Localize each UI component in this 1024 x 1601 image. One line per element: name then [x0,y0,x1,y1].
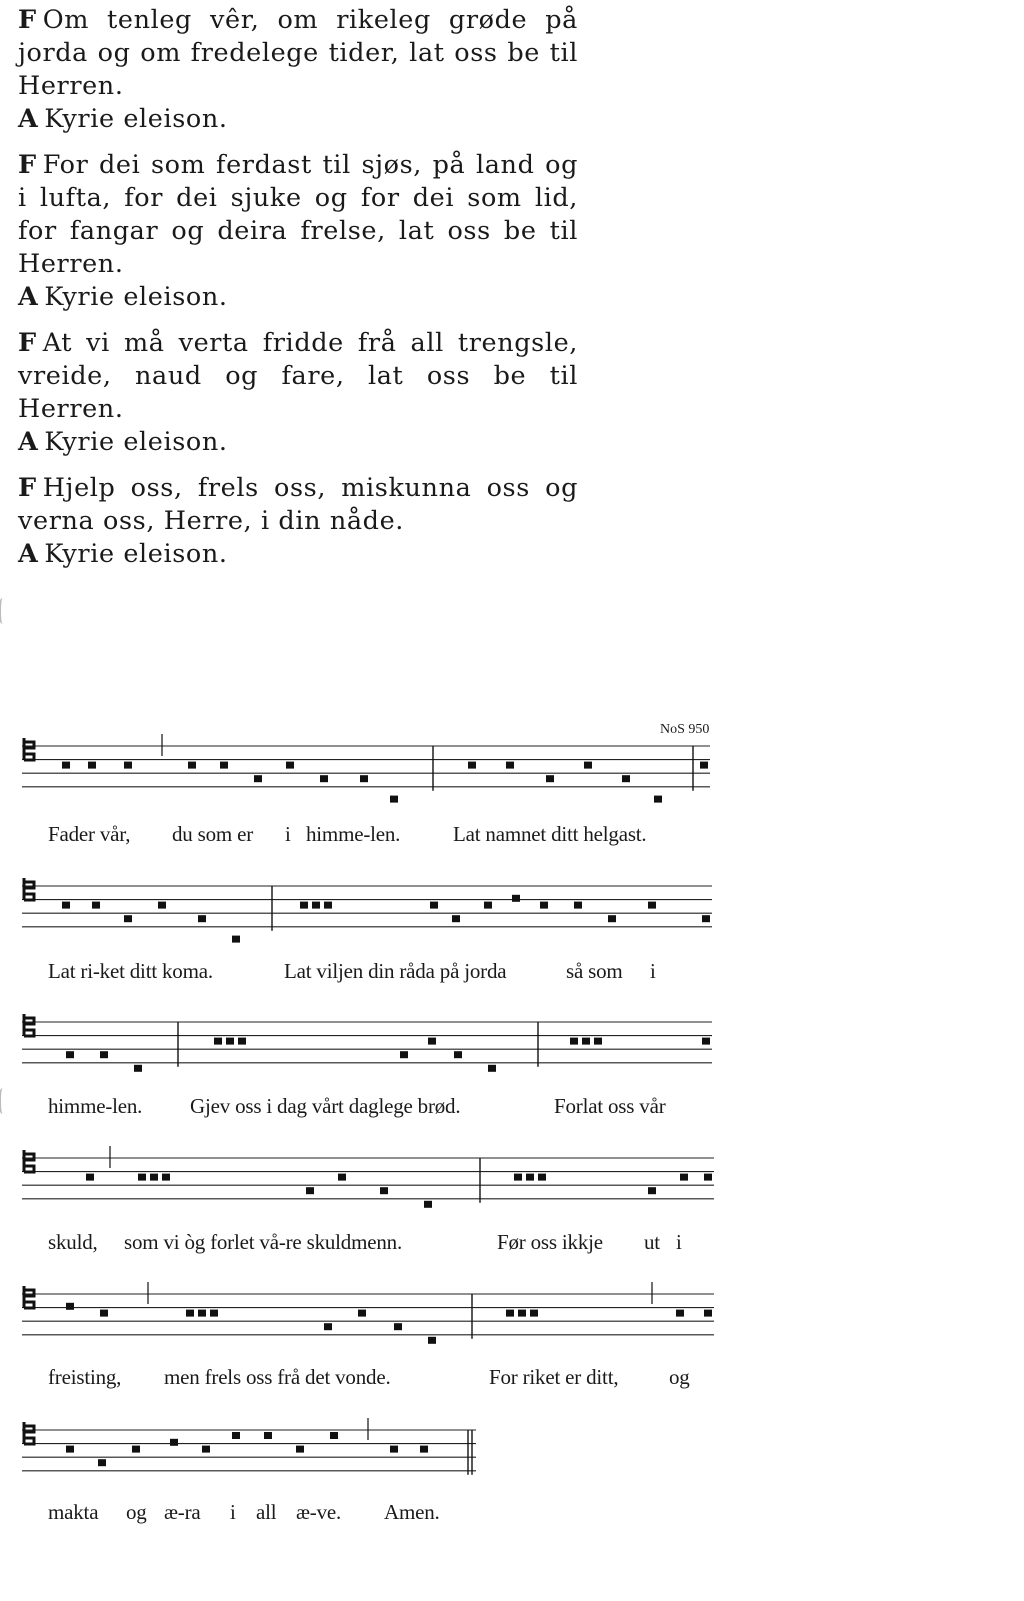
square-note [538,1174,546,1181]
lyric-syllable: ut [644,1230,660,1254]
c-clef-icon [24,1150,34,1172]
square-note [506,1310,514,1317]
response-text: Kyrie eleison. [44,104,228,134]
square-note [66,1051,74,1058]
square-note [424,1201,432,1208]
square-note [358,1310,366,1317]
square-note [226,1038,234,1045]
square-note [400,1051,408,1058]
square-note [654,796,662,803]
square-note [62,762,70,769]
lyric-syllable: skuld, [48,1230,98,1254]
square-note [514,1174,522,1181]
square-note [124,762,132,769]
lyric-syllable: du som er [172,822,254,846]
square-note [702,915,710,922]
lyric-syllable: Før oss ikkje [497,1230,603,1254]
square-note [232,1432,240,1439]
lyric-syllable: som vi òg forlet vå-re skuldmenn. [124,1230,403,1254]
square-note [452,915,460,922]
square-note [338,1174,346,1181]
lyric-syllable: Lat viljen din råda på jorda [284,959,507,983]
square-note [526,1174,534,1181]
assembly-marker: A [18,282,39,312]
square-note [546,775,554,782]
square-note [162,1174,170,1181]
lyric-syllable: For riket er ditt, [489,1365,619,1389]
lyric-syllable: Amen. [384,1500,440,1524]
response-text: Kyrie eleison. [44,539,228,569]
square-note [264,1432,272,1439]
square-note [390,796,398,803]
square-note [622,775,630,782]
square-note [680,1174,688,1181]
square-note [88,762,96,769]
assembly-marker: A [18,104,39,134]
lyric-syllable: makta [48,1500,99,1524]
square-note [484,902,492,909]
lyric-syllable: Gjev oss i dag vårt daglege brød. [190,1094,461,1118]
square-note [186,1310,194,1317]
lyric-syllable: men frels oss frå det vonde. [164,1365,391,1389]
petition-text: Om tenleg vêr, om rikeleg grøde på jorda og om fredelege tider, lat oss be til Herren. [18,5,578,101]
response-text: Kyrie eleison. [44,427,228,457]
lyric-syllable: æ-ra [164,1500,201,1524]
c-clef-icon [24,1286,34,1308]
square-note [300,902,308,909]
assembly-marker: A [18,427,39,457]
square-note [582,1038,590,1045]
square-note [324,902,332,909]
square-note [574,902,582,909]
square-note [704,1174,712,1181]
square-note [506,762,514,769]
lyric-syllable: og [669,1365,690,1389]
leader-marker: F [18,328,37,358]
square-note [202,1446,210,1453]
petition-text: Hjelp oss, frels oss, miskunna oss og verna oss, Herre, i din nåde. [18,473,578,536]
square-note [608,915,616,922]
square-note [324,1323,332,1330]
square-note [86,1174,94,1181]
square-note [594,1038,602,1045]
petition-text: For dei som ferdast til sjøs, på land og i lufta, for dei sjuke og for dei som lid, for fangar og deira frelse, lat oss be til Herren. [18,150,578,279]
square-note [330,1432,338,1439]
square-note [704,1310,712,1317]
lyric-syllable: himme-len. [48,1094,143,1118]
square-note [518,1310,526,1317]
lyric-syllable: så som [566,959,623,983]
square-note [530,1310,538,1317]
square-note [132,1446,140,1453]
square-note [220,762,228,769]
square-note [454,1051,462,1058]
square-note [312,902,320,909]
c-clef-icon [24,878,34,900]
square-note [100,1051,108,1058]
square-note [648,902,656,909]
lyric-syllable: Forlat oss vår [554,1094,666,1118]
petition-text: At vi må verta fridde frå all trengsle, vreide, naud og fare, lat oss be til Herren. [18,328,578,424]
square-note [134,1065,142,1072]
lyric-syllable: i [676,1230,682,1254]
square-note [232,936,240,943]
lyric-syllable: i [230,1500,236,1524]
square-note [158,902,166,909]
square-note [66,1303,74,1310]
assembly-marker: A [18,539,39,569]
square-note [360,775,368,782]
square-note [394,1323,402,1330]
square-note [540,902,548,909]
leader-marker: F [18,473,37,503]
source-reference: NoS 950 [660,722,710,737]
square-note [66,1446,74,1453]
lyric-syllable: Fader vår, [48,822,131,846]
square-note [380,1187,388,1194]
c-clef-icon [24,1014,34,1036]
lyric-syllable: Lat namnet ditt helgast. [453,822,647,846]
square-note [306,1187,314,1194]
lyric-syllable: Lat ri-ket ditt koma. [48,959,213,983]
square-note [488,1065,496,1072]
square-note [98,1459,106,1466]
square-note [286,762,294,769]
square-note [188,762,196,769]
lyric-syllable: i [285,822,291,846]
square-note [390,1446,398,1453]
lyric-syllable: all [256,1500,277,1524]
square-note [430,902,438,909]
square-note [700,762,708,769]
square-note [100,1310,108,1317]
c-clef-icon [24,738,34,760]
c-clef-icon [24,1422,34,1444]
square-note [124,915,132,922]
square-note [214,1038,222,1045]
square-note [428,1337,436,1344]
lyric-syllable: himme-len. [306,822,401,846]
lyric-syllable: i [650,959,656,983]
square-note [320,775,328,782]
square-note [150,1174,158,1181]
square-note [92,902,100,909]
square-note [238,1038,246,1045]
lyric-syllable: freisting, [48,1365,122,1389]
response-text: Kyrie eleison. [44,282,228,312]
square-note [648,1187,656,1194]
square-note [254,775,262,782]
square-note [428,1038,436,1045]
leader-marker: F [18,5,37,35]
square-note [676,1310,684,1317]
lyric-syllable: æ-ve. [296,1500,342,1524]
square-note [468,762,476,769]
lyric-syllable: og [126,1500,147,1524]
square-note [170,1439,178,1446]
square-note [420,1446,428,1453]
square-note [512,895,520,902]
square-note [210,1310,218,1317]
square-note [198,1310,206,1317]
square-note [702,1038,710,1045]
square-note [296,1446,304,1453]
square-note [62,902,70,909]
square-note [198,915,206,922]
square-note [584,762,592,769]
square-note [138,1174,146,1181]
leader-marker: F [18,150,37,180]
square-note [570,1038,578,1045]
